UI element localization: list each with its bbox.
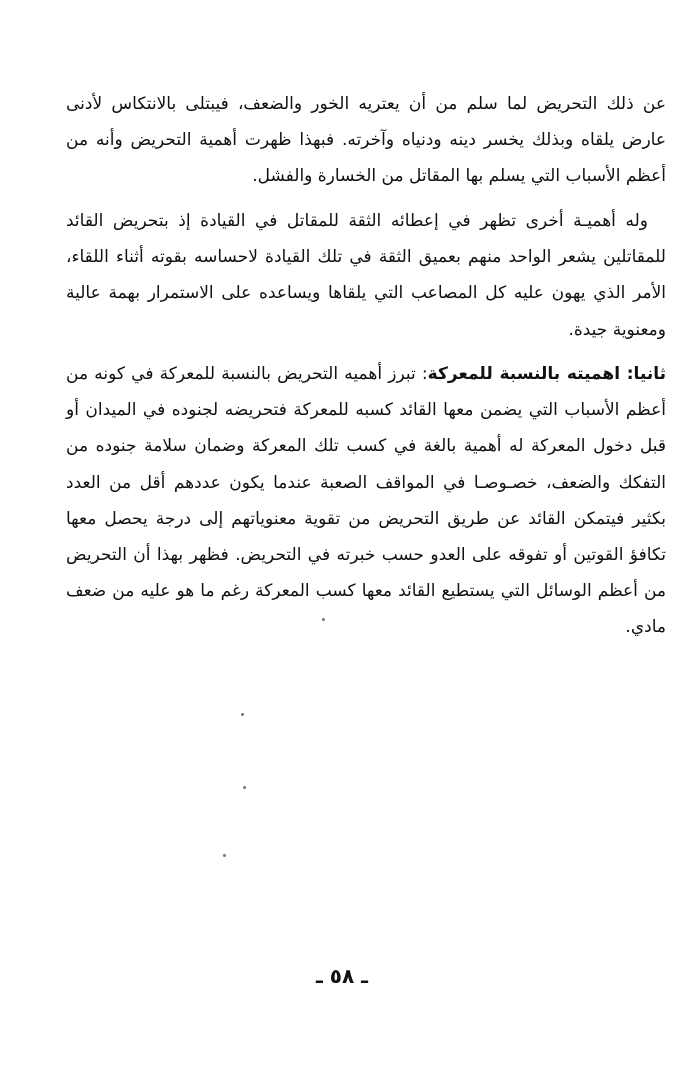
page-number: ـ ٥٨ ـ (315, 964, 369, 988)
paragraph-3-body (66, 356, 666, 646)
scan-speck (243, 786, 246, 789)
paragraph-3-heading: ثانيا: اهميته بالنسبة للمعركة (427, 364, 667, 384)
paragraph-1 (66, 86, 666, 195)
scan-speck (241, 713, 244, 716)
paragraph-2 (66, 203, 666, 348)
paragraph-3-text: : تبرز أهميه التحريض بالنسبة للمعركة في كونه من أعظم الأسباب التي يضمن معها القائد كسبه للمعركة فتحريضه لجنوده في الميدان أو قبل دخول المعركة له أهمية بالغة في كسب تلك المعركة وضمان سلامة جنوده من التفكك والضعف، خصـوصـا في المواقف الصعبة عندما يكون عددهم أقل من العدد بكثير فيتمكن القائد عن طريق التحريض من تقوية معنوياتهم إلى درجة يحصل معها تكافؤ القوتين أو تفوقه على العدو حسب خبرته في التحريض. فظهر بهذا أن التحريض من أعظم الوسائل التي يستطيع القائد معها كسب المعركة رغم ما هو عليه من ضعف مادي. (66, 364, 666, 638)
paragraph-3 (66, 356, 666, 646)
scan-speck (322, 618, 325, 621)
paragraph-2-text: وله أهميـة أخرى تظهر في إعطائه الثقة للمقاتل في القيادة إذ بتحريض القائد للمقاتلين يشعر الواحد منهم بعميق الثقة في تلك القيادة لاحساسه بقوته أثناء اللقاء، الأمر الذي يهون عليه كل المصاعب التي يلقاها ويساعده على الاستمرار بهمة عالية ومعنوية جيدة. (66, 211, 666, 340)
scan-speck (223, 854, 226, 857)
paragraph-1-text: عن ذلك التحريض لما سلم من أن يعتريه الخور والضعف، فيبتلى بالانتكاس لأدنى عارض يلقاه وبذلك يخسر دينه ودنياه وآخرته. فبهذا ظهرت أهمية التحريض وأنه من أعظم الأسباب التي يسلم بها المقاتل من الخسارة والفشل. (66, 94, 666, 187)
